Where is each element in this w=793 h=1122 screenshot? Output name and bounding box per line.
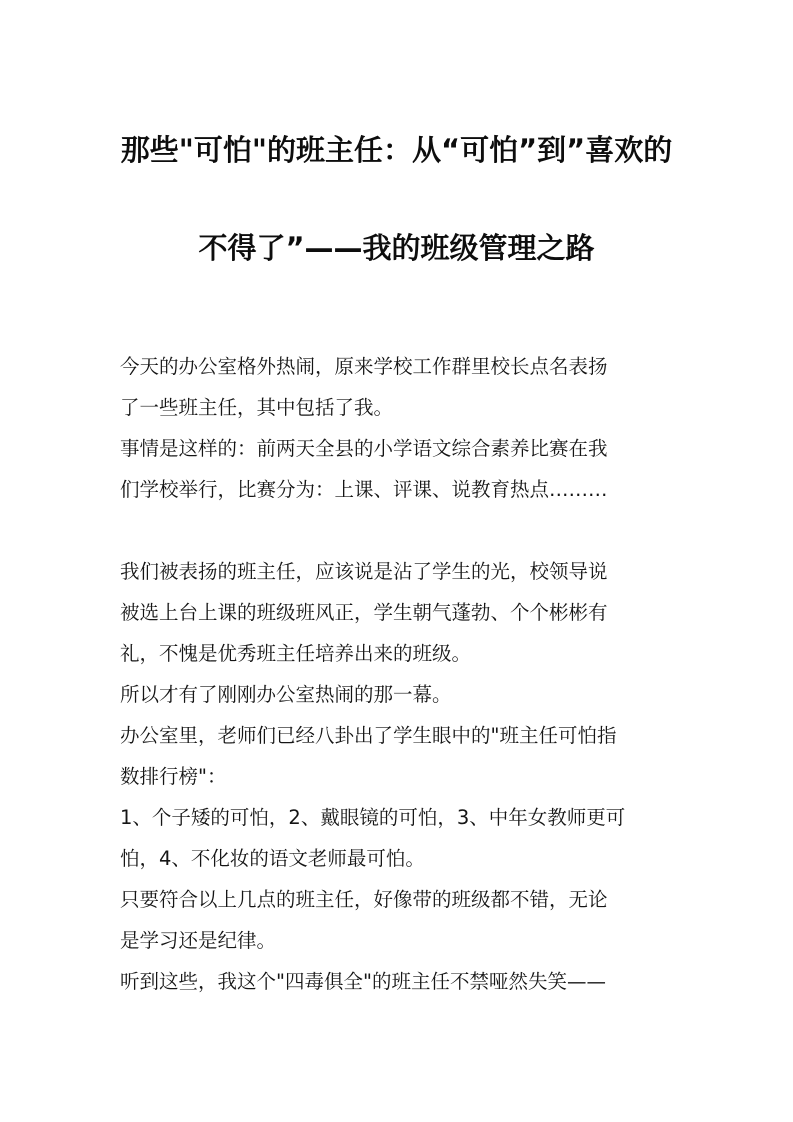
body-line: 事情是这样的：前两天全县的小学语文综合素养比赛在我 <box>120 437 608 460</box>
body-line: 们学校举行，比赛分为：上课、评课、说教育热点……… <box>120 478 608 501</box>
body-line: 是学习还是纪律。 <box>120 929 277 952</box>
body-line: 怕，4、不化妆的语文老师最可怕。 <box>120 847 425 870</box>
body-line: 办公室里，老师们已经八卦出了学生眼中的"班主任可怕指 <box>120 724 617 747</box>
document-title-line-2: 不得了”——我的班级管理之路 <box>198 231 595 265</box>
body-line: 听到这些，我这个"四毒俱全"的班主任不禁哑然失笑—— <box>120 970 606 993</box>
body-line: 礼，不愧是优秀班主任培养出来的班级。 <box>120 642 472 665</box>
body-line: 今天的办公室格外热闹，原来学校工作群里校长点名表扬 <box>120 355 608 378</box>
document-title-line-1: 那些"可怕"的班主任：从“可怕”到”喜欢的 <box>120 133 673 167</box>
body-line: 所以才有了刚刚办公室热闹的那一幕。 <box>120 683 452 706</box>
body-line: 了一些班主任，其中包括了我。 <box>120 396 394 419</box>
body-line: 数排行榜"： <box>120 765 227 788</box>
body-line: 我们被表扬的班主任，应该说是沾了学生的光，校领导说 <box>120 560 608 583</box>
body-line: 1、个子矮的可怕，2、戴眼镜的可怕，3、中年女教师更可 <box>120 806 626 829</box>
blank-line <box>120 510 675 551</box>
body-line: 只要符合以上几点的班主任，好像带的班级都不错，无论 <box>120 888 608 911</box>
document-body <box>120 346 675 1002</box>
body-line: 被选上台上课的班级班风正，学生朝气蓬勃、个个彬彬有 <box>120 601 608 624</box>
